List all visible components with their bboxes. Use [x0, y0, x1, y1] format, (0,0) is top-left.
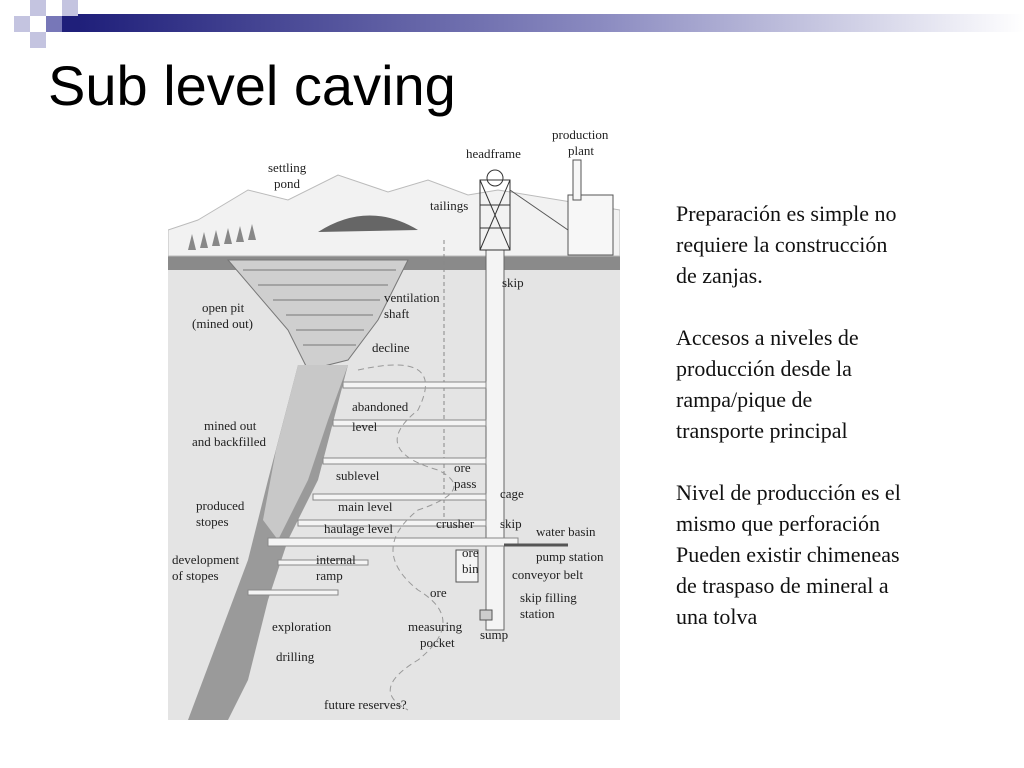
label-haulage-level: haulage level	[324, 521, 393, 536]
slide-notes	[676, 198, 976, 632]
label-ore-pass-2: pass	[454, 476, 477, 491]
label-ore-pass-1: ore	[454, 460, 471, 475]
label-main-level: main level	[338, 499, 393, 514]
main-shaft	[486, 250, 504, 630]
label-ore: ore	[430, 585, 447, 600]
note-line: de traspaso de mineral a	[676, 573, 889, 598]
mine-cross-section	[168, 120, 620, 720]
label-sublevel: sublevel	[336, 468, 380, 483]
label-shaft: shaft	[384, 306, 410, 321]
label-pond: pond	[274, 176, 300, 191]
label-development: development	[172, 552, 240, 567]
label-skip-top: skip	[502, 275, 524, 290]
note-paragraph-2	[676, 322, 976, 446]
note-line: Nivel de producción es el	[676, 480, 901, 505]
label-decline: decline	[372, 340, 410, 355]
label-abandoned: abandoned	[352, 399, 409, 414]
note-line: Pueden existir chimeneas	[676, 542, 900, 567]
label-skip-filling: skip filling	[520, 590, 577, 605]
note-line: transporte principal	[676, 418, 848, 443]
label-plant: plant	[568, 143, 594, 158]
note-line: una tolva	[676, 604, 758, 629]
slide-title: Sub level caving	[48, 54, 456, 117]
label-ore-bin-2: bin	[462, 561, 479, 576]
label-open-pit: open pit	[202, 300, 245, 315]
label-produced: produced	[196, 498, 245, 513]
label-mined-out: mined out	[204, 418, 257, 433]
mine-diagram	[168, 120, 620, 720]
sump-shape	[480, 610, 492, 620]
label-backfilled: and backfilled	[192, 434, 266, 449]
note-line: mismo que perforación	[676, 511, 881, 536]
note-line: Preparación es simple no	[676, 201, 897, 226]
label-headframe: headframe	[466, 146, 521, 161]
label-station: station	[520, 606, 555, 621]
label-mined-out-pit: (mined out)	[192, 316, 254, 331]
note-paragraph-1	[676, 198, 976, 291]
label-ventilation: ventilation	[384, 290, 440, 305]
note-line: de zanjas.	[676, 263, 763, 288]
label-pump-station: pump station	[536, 549, 604, 564]
label-tailings: tailings	[430, 198, 469, 213]
label-settling: settling	[268, 160, 307, 175]
label-ramp: ramp	[316, 568, 343, 583]
label-future-reserves: future reserves?	[324, 697, 407, 712]
label-conveyor-belt: conveyor belt	[512, 567, 584, 582]
label-skip-bottom: skip	[500, 516, 522, 531]
label-measuring: measuring	[408, 619, 463, 634]
label-cage: cage	[500, 486, 524, 501]
label-level: level	[352, 419, 378, 434]
note-line: Accesos a niveles de	[676, 325, 859, 350]
header-decoration	[0, 0, 1024, 48]
note-paragraph-3	[676, 477, 976, 632]
label-sump: sump	[480, 627, 509, 642]
note-line: requiere la construcción	[676, 232, 888, 257]
header-gradient-bar	[0, 0, 1024, 48]
note-line: producción desde la	[676, 356, 852, 381]
note-line: rampa/pique de	[676, 387, 813, 412]
label-internal: internal	[316, 552, 356, 567]
surface-hills	[168, 175, 620, 256]
label-ore-bin-1: ore	[462, 545, 479, 560]
label-drilling: drilling	[276, 649, 315, 664]
label-crusher: crusher	[436, 516, 475, 531]
label-stopes: stopes	[196, 514, 229, 529]
label-water-basin: water basin	[536, 524, 596, 539]
label-of-stopes: of stopes	[172, 568, 219, 583]
label-pocket: pocket	[420, 635, 455, 650]
label-production: production	[552, 127, 609, 142]
label-exploration: exploration	[272, 619, 332, 634]
